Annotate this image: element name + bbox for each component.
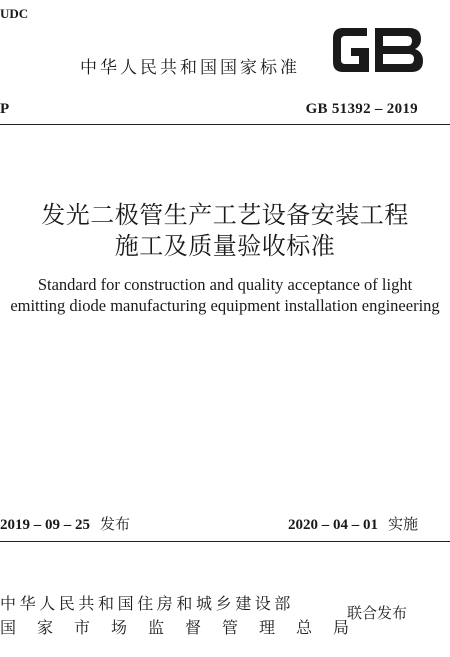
title-english-line-1: Standard for construction and quality acceptance of light: [37, 275, 413, 294]
title-chinese-line-1: 发光二极管生产工艺设备安装工程: [41, 201, 409, 229]
implementation-date: 2020 – 04 – 01: [287, 517, 378, 533]
standard-number: GB 51392 – 2019: [305, 101, 418, 117]
implementation-label: 实施: [387, 515, 418, 533]
title-english-line-2: emitting diode manufacturing equipment installation engineering: [10, 296, 440, 315]
udc-label: UDC: [0, 6, 29, 21]
national-standard-name: 中华人民共和国国家标准: [80, 58, 300, 78]
implementation-date-block: [288, 513, 418, 534]
p-label: P: [0, 101, 10, 117]
bottom-divider: [0, 541, 450, 542]
gb-logo-icon: [329, 24, 427, 76]
publisher-ministry: 中华人民共和国住房和城乡建设部: [0, 594, 295, 613]
title-chinese: [0, 200, 450, 262]
issue-date: 2019 – 09 – 25: [0, 517, 90, 533]
joint-issue-label: 联合发布: [347, 604, 408, 622]
title-english: [0, 274, 450, 316]
issue-label: 发布: [100, 515, 131, 533]
title-chinese-line-2: 施工及质量验收标准: [114, 232, 336, 260]
publisher-administration: 国家市场监督管理总局: [0, 618, 371, 637]
issue-date-block: [0, 513, 130, 534]
top-divider: [0, 124, 450, 125]
